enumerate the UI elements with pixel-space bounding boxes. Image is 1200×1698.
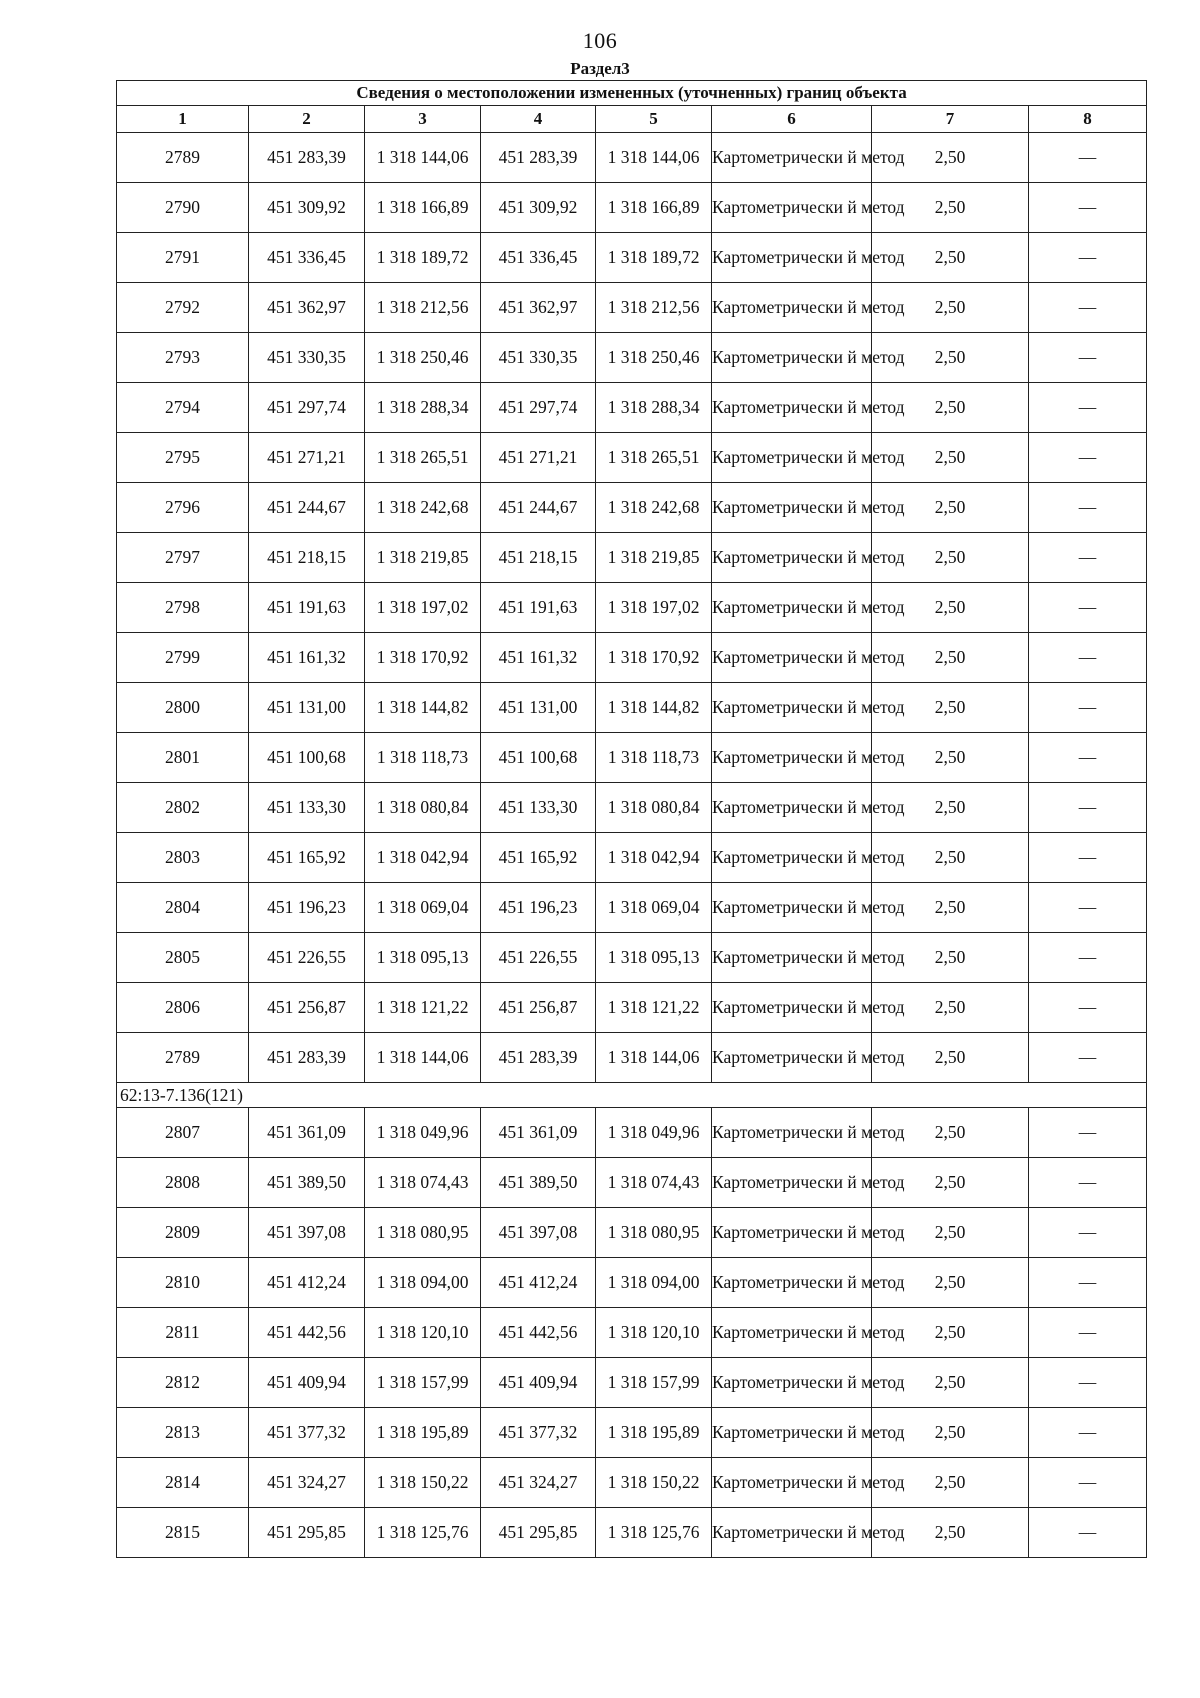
x-new-cell: 451 442,56 [481, 1308, 596, 1358]
method-cell: Картометрически й метод [712, 233, 872, 283]
x-existing-cell: 451 362,97 [249, 283, 365, 333]
y-existing-cell: 1 318 265,51 [365, 433, 481, 483]
x-existing-cell: 451 377,32 [249, 1408, 365, 1458]
table-row [117, 1358, 1147, 1408]
table-row [117, 1508, 1147, 1558]
accuracy-cell: 2,50 [872, 483, 1029, 533]
y-existing-cell: 1 318 069,04 [365, 883, 481, 933]
x-new-cell: 451 271,21 [481, 433, 596, 483]
y-existing-cell: 1 318 125,76 [365, 1508, 481, 1558]
accuracy-cell: 2,50 [872, 1508, 1029, 1558]
table-row [117, 483, 1147, 533]
note-cell: — [1029, 833, 1147, 883]
table-body [117, 133, 1147, 1558]
method-cell: Картометрически й метод [712, 583, 872, 633]
x-existing-cell: 451 244,67 [249, 483, 365, 533]
page-number: 106 [582, 28, 618, 53]
table-row [117, 733, 1147, 783]
x-new-cell: 451 133,30 [481, 783, 596, 833]
table-row [117, 333, 1147, 383]
note-cell: — [1029, 1108, 1147, 1158]
x-existing-cell: 451 283,39 [249, 1033, 365, 1083]
method-cell: Картометрически й метод [712, 383, 872, 433]
note-cell: — [1029, 683, 1147, 733]
point-number-cell: 2789 [117, 133, 249, 183]
accuracy-cell: 2,50 [872, 533, 1029, 583]
x-new-cell: 451 226,55 [481, 933, 596, 983]
y-existing-cell: 1 318 242,68 [365, 483, 481, 533]
table-row [117, 883, 1147, 933]
table-row [117, 983, 1147, 1033]
x-new-cell: 451 330,35 [481, 333, 596, 383]
method-cell: Картометрически й метод [712, 333, 872, 383]
point-number-cell: 2800 [117, 683, 249, 733]
x-existing-cell: 451 336,45 [249, 233, 365, 283]
point-number-cell: 2798 [117, 583, 249, 633]
x-existing-cell: 451 330,35 [249, 333, 365, 383]
x-existing-cell: 451 361,09 [249, 1108, 365, 1158]
accuracy-cell: 2,50 [872, 1158, 1029, 1208]
table-row [117, 1308, 1147, 1358]
y-existing-cell: 1 318 157,99 [365, 1358, 481, 1408]
column-number: 4 [481, 106, 596, 133]
y-existing-cell: 1 318 144,06 [365, 1033, 481, 1083]
x-existing-cell: 451 324,27 [249, 1458, 365, 1508]
y-existing-cell: 1 318 197,02 [365, 583, 481, 633]
x-new-cell: 451 324,27 [481, 1458, 596, 1508]
x-new-cell: 451 131,00 [481, 683, 596, 733]
note-cell: — [1029, 583, 1147, 633]
note-cell: — [1029, 133, 1147, 183]
method-cell: Картометрически й метод [712, 1033, 872, 1083]
point-number-cell: 2815 [117, 1508, 249, 1558]
accuracy-cell: 2,50 [872, 1208, 1029, 1258]
x-new-cell: 451 283,39 [481, 1033, 596, 1083]
x-new-cell: 451 283,39 [481, 133, 596, 183]
accuracy-cell: 2,50 [872, 233, 1029, 283]
x-new-cell: 451 389,50 [481, 1158, 596, 1208]
accuracy-cell: 2,50 [872, 1108, 1029, 1158]
x-new-cell: 451 361,09 [481, 1108, 596, 1158]
y-new-cell: 1 318 144,06 [596, 1033, 712, 1083]
method-cell: Картометрически й метод [712, 933, 872, 983]
y-new-cell: 1 318 144,06 [596, 133, 712, 183]
accuracy-cell: 2,50 [872, 933, 1029, 983]
x-new-cell: 451 100,68 [481, 733, 596, 783]
method-cell: Картометрически й метод [712, 883, 872, 933]
x-existing-cell: 451 226,55 [249, 933, 365, 983]
y-existing-cell: 1 318 080,84 [365, 783, 481, 833]
accuracy-cell: 2,50 [872, 683, 1029, 733]
y-existing-cell: 1 318 189,72 [365, 233, 481, 283]
x-new-cell: 451 295,85 [481, 1508, 596, 1558]
note-cell: — [1029, 233, 1147, 283]
method-cell: Картометрически й метод [712, 733, 872, 783]
note-cell: — [1029, 1308, 1147, 1358]
x-new-cell: 451 412,24 [481, 1258, 596, 1308]
method-cell: Картометрически й метод [712, 1358, 872, 1408]
x-new-cell: 451 256,87 [481, 983, 596, 1033]
table-row [117, 1108, 1147, 1158]
y-new-cell: 1 318 157,99 [596, 1358, 712, 1408]
method-cell: Картометрически й метод [712, 983, 872, 1033]
note-cell: — [1029, 1208, 1147, 1258]
point-number-cell: 2789 [117, 1033, 249, 1083]
point-number-cell: 2813 [117, 1408, 249, 1458]
y-existing-cell: 1 318 080,95 [365, 1208, 481, 1258]
x-existing-cell: 451 100,68 [249, 733, 365, 783]
accuracy-cell: 2,50 [872, 333, 1029, 383]
method-cell: Картометрически й метод [712, 833, 872, 883]
group-label-row [117, 1083, 1147, 1108]
method-cell: Картометрически й метод [712, 1508, 872, 1558]
table-row [117, 1458, 1147, 1508]
group-label: 62:13-7.136(121) [117, 1083, 1147, 1108]
x-existing-cell: 451 196,23 [249, 883, 365, 933]
table-row [117, 533, 1147, 583]
table-row [117, 233, 1147, 283]
accuracy-cell: 2,50 [872, 783, 1029, 833]
column-number: 7 [872, 106, 1029, 133]
y-existing-cell: 1 318 042,94 [365, 833, 481, 883]
x-existing-cell: 451 297,74 [249, 383, 365, 433]
y-existing-cell: 1 318 212,56 [365, 283, 481, 333]
table-row [117, 683, 1147, 733]
x-new-cell: 451 218,15 [481, 533, 596, 583]
note-cell: — [1029, 1408, 1147, 1458]
note-cell: — [1029, 783, 1147, 833]
y-existing-cell: 1 318 166,89 [365, 183, 481, 233]
y-new-cell: 1 318 094,00 [596, 1258, 712, 1308]
note-cell: — [1029, 283, 1147, 333]
y-existing-cell: 1 318 144,82 [365, 683, 481, 733]
point-number-cell: 2796 [117, 483, 249, 533]
method-cell: Картометрически й метод [712, 1258, 872, 1308]
x-existing-cell: 451 412,24 [249, 1258, 365, 1308]
accuracy-cell: 2,50 [872, 733, 1029, 783]
y-existing-cell: 1 318 074,43 [365, 1158, 481, 1208]
x-new-cell: 451 196,23 [481, 883, 596, 933]
point-number-cell: 2807 [117, 1108, 249, 1158]
table-caption: Сведения о местоположении измененных (уточненных) границ объекта [117, 81, 1147, 106]
x-existing-cell: 451 309,92 [249, 183, 365, 233]
note-cell: — [1029, 1508, 1147, 1558]
y-existing-cell: 1 318 120,10 [365, 1308, 481, 1358]
y-new-cell: 1 318 250,46 [596, 333, 712, 383]
note-cell: — [1029, 483, 1147, 533]
note-cell: — [1029, 383, 1147, 433]
point-number-cell: 2801 [117, 733, 249, 783]
point-number-cell: 2799 [117, 633, 249, 683]
x-new-cell: 451 161,32 [481, 633, 596, 683]
method-cell: Картометрически й метод [712, 633, 872, 683]
y-existing-cell: 1 318 049,96 [365, 1108, 481, 1158]
y-new-cell: 1 318 189,72 [596, 233, 712, 283]
note-cell: — [1029, 1458, 1147, 1508]
accuracy-cell: 2,50 [872, 283, 1029, 333]
accuracy-cell: 2,50 [872, 383, 1029, 433]
method-cell: Картометрически й метод [712, 183, 872, 233]
y-new-cell: 1 318 118,73 [596, 733, 712, 783]
y-new-cell: 1 318 042,94 [596, 833, 712, 883]
y-existing-cell: 1 318 195,89 [365, 1408, 481, 1458]
accuracy-cell: 2,50 [872, 583, 1029, 633]
x-existing-cell: 451 131,00 [249, 683, 365, 733]
method-cell: Картометрически й метод [712, 783, 872, 833]
table-row [117, 633, 1147, 683]
y-new-cell: 1 318 080,84 [596, 783, 712, 833]
x-existing-cell: 451 397,08 [249, 1208, 365, 1258]
y-new-cell: 1 318 219,85 [596, 533, 712, 583]
table-row [117, 933, 1147, 983]
x-existing-cell: 451 442,56 [249, 1308, 365, 1358]
point-number-cell: 2792 [117, 283, 249, 333]
table-row [117, 1033, 1147, 1083]
y-existing-cell: 1 318 144,06 [365, 133, 481, 183]
note-cell: — [1029, 983, 1147, 1033]
y-new-cell: 1 318 120,10 [596, 1308, 712, 1358]
y-existing-cell: 1 318 118,73 [365, 733, 481, 783]
note-cell: — [1029, 883, 1147, 933]
accuracy-cell: 2,50 [872, 1258, 1029, 1308]
accuracy-cell: 2,50 [872, 1408, 1029, 1458]
y-new-cell: 1 318 069,04 [596, 883, 712, 933]
y-new-cell: 1 318 074,43 [596, 1158, 712, 1208]
column-number: 6 [712, 106, 872, 133]
boundary-coordinates-table [116, 80, 1147, 1558]
table-row [117, 183, 1147, 233]
note-cell: — [1029, 633, 1147, 683]
point-number-cell: 2794 [117, 383, 249, 433]
y-new-cell: 1 318 288,34 [596, 383, 712, 433]
note-cell: — [1029, 733, 1147, 783]
point-number-cell: 2805 [117, 933, 249, 983]
table-row [117, 783, 1147, 833]
accuracy-cell: 2,50 [872, 883, 1029, 933]
y-new-cell: 1 318 212,56 [596, 283, 712, 333]
method-cell: Картометрически й метод [712, 1408, 872, 1458]
y-existing-cell: 1 318 219,85 [365, 533, 481, 583]
y-existing-cell: 1 318 288,34 [365, 383, 481, 433]
x-existing-cell: 451 218,15 [249, 533, 365, 583]
x-new-cell: 451 377,32 [481, 1408, 596, 1458]
column-number: 3 [365, 106, 481, 133]
x-existing-cell: 451 409,94 [249, 1358, 365, 1408]
table-row [117, 133, 1147, 183]
column-number: 8 [1029, 106, 1147, 133]
accuracy-cell: 2,50 [872, 183, 1029, 233]
table-row [117, 583, 1147, 633]
accuracy-cell: 2,50 [872, 633, 1029, 683]
method-cell: Картометрически й метод [712, 1108, 872, 1158]
point-number-cell: 2795 [117, 433, 249, 483]
method-cell: Картометрически й метод [712, 483, 872, 533]
column-number-row [117, 106, 1147, 133]
note-cell: — [1029, 1358, 1147, 1408]
x-new-cell: 451 409,94 [481, 1358, 596, 1408]
note-cell: — [1029, 533, 1147, 583]
x-new-cell: 451 191,63 [481, 583, 596, 633]
x-existing-cell: 451 161,32 [249, 633, 365, 683]
y-existing-cell: 1 318 150,22 [365, 1458, 481, 1508]
x-existing-cell: 451 283,39 [249, 133, 365, 183]
accuracy-cell: 2,50 [872, 1358, 1029, 1408]
note-cell: — [1029, 933, 1147, 983]
accuracy-cell: 2,50 [872, 1033, 1029, 1083]
x-new-cell: 451 336,45 [481, 233, 596, 283]
y-new-cell: 1 318 121,22 [596, 983, 712, 1033]
method-cell: Картометрически й метод [712, 683, 872, 733]
table-row [117, 1158, 1147, 1208]
y-new-cell: 1 318 080,95 [596, 1208, 712, 1258]
point-number-cell: 2793 [117, 333, 249, 383]
method-cell: Картометрически й метод [712, 1308, 872, 1358]
x-existing-cell: 451 191,63 [249, 583, 365, 633]
x-new-cell: 451 309,92 [481, 183, 596, 233]
point-number-cell: 2790 [117, 183, 249, 233]
method-cell: Картометрически й метод [712, 1458, 872, 1508]
point-number-cell: 2811 [117, 1308, 249, 1358]
note-cell: — [1029, 333, 1147, 383]
point-number-cell: 2791 [117, 233, 249, 283]
y-existing-cell: 1 318 250,46 [365, 333, 481, 383]
column-number: 1 [117, 106, 249, 133]
note-cell: — [1029, 1033, 1147, 1083]
point-number-cell: 2803 [117, 833, 249, 883]
table-row [117, 283, 1147, 333]
table-row [117, 1258, 1147, 1308]
x-existing-cell: 451 271,21 [249, 433, 365, 483]
y-existing-cell: 1 318 170,92 [365, 633, 481, 683]
y-new-cell: 1 318 125,76 [596, 1508, 712, 1558]
y-new-cell: 1 318 049,96 [596, 1108, 712, 1158]
y-existing-cell: 1 318 121,22 [365, 983, 481, 1033]
column-number: 2 [249, 106, 365, 133]
method-cell: Картометрически й метод [712, 1158, 872, 1208]
note-cell: — [1029, 433, 1147, 483]
note-cell: — [1029, 1158, 1147, 1208]
table-row [117, 383, 1147, 433]
point-number-cell: 2812 [117, 1358, 249, 1408]
y-existing-cell: 1 318 095,13 [365, 933, 481, 983]
table-row [117, 1208, 1147, 1258]
y-new-cell: 1 318 195,89 [596, 1408, 712, 1458]
point-number-cell: 2806 [117, 983, 249, 1033]
y-new-cell: 1 318 197,02 [596, 583, 712, 633]
x-new-cell: 451 297,74 [481, 383, 596, 433]
table-caption-row [117, 81, 1147, 106]
y-new-cell: 1 318 166,89 [596, 183, 712, 233]
x-new-cell: 451 244,67 [481, 483, 596, 533]
y-new-cell: 1 318 242,68 [596, 483, 712, 533]
accuracy-cell: 2,50 [872, 983, 1029, 1033]
x-existing-cell: 451 256,87 [249, 983, 365, 1033]
note-cell: — [1029, 1258, 1147, 1308]
x-new-cell: 451 397,08 [481, 1208, 596, 1258]
method-cell: Картометрически й метод [712, 433, 872, 483]
x-new-cell: 451 165,92 [481, 833, 596, 883]
y-existing-cell: 1 318 094,00 [365, 1258, 481, 1308]
x-existing-cell: 451 389,50 [249, 1158, 365, 1208]
y-new-cell: 1 318 095,13 [596, 933, 712, 983]
column-number: 5 [596, 106, 712, 133]
y-new-cell: 1 318 144,82 [596, 683, 712, 733]
accuracy-cell: 2,50 [872, 133, 1029, 183]
accuracy-cell: 2,50 [872, 1308, 1029, 1358]
table-row [117, 833, 1147, 883]
point-number-cell: 2804 [117, 883, 249, 933]
point-number-cell: 2802 [117, 783, 249, 833]
x-existing-cell: 451 295,85 [249, 1508, 365, 1558]
accuracy-cell: 2,50 [872, 433, 1029, 483]
x-existing-cell: 451 165,92 [249, 833, 365, 883]
x-new-cell: 451 362,97 [481, 283, 596, 333]
method-cell: Картометрически й метод [712, 1208, 872, 1258]
method-cell: Картометрически й метод [712, 533, 872, 583]
note-cell: — [1029, 183, 1147, 233]
section-title: Раздел3 [570, 59, 630, 78]
table-row [117, 433, 1147, 483]
y-new-cell: 1 318 170,92 [596, 633, 712, 683]
y-new-cell: 1 318 265,51 [596, 433, 712, 483]
accuracy-cell: 2,50 [872, 833, 1029, 883]
point-number-cell: 2810 [117, 1258, 249, 1308]
point-number-cell: 2814 [117, 1458, 249, 1508]
method-cell: Картометрически й метод [712, 133, 872, 183]
point-number-cell: 2808 [117, 1158, 249, 1208]
point-number-cell: 2809 [117, 1208, 249, 1258]
method-cell: Картометрически й метод [712, 283, 872, 333]
x-existing-cell: 451 133,30 [249, 783, 365, 833]
table-row [117, 1408, 1147, 1458]
y-new-cell: 1 318 150,22 [596, 1458, 712, 1508]
accuracy-cell: 2,50 [872, 1458, 1029, 1508]
point-number-cell: 2797 [117, 533, 249, 583]
